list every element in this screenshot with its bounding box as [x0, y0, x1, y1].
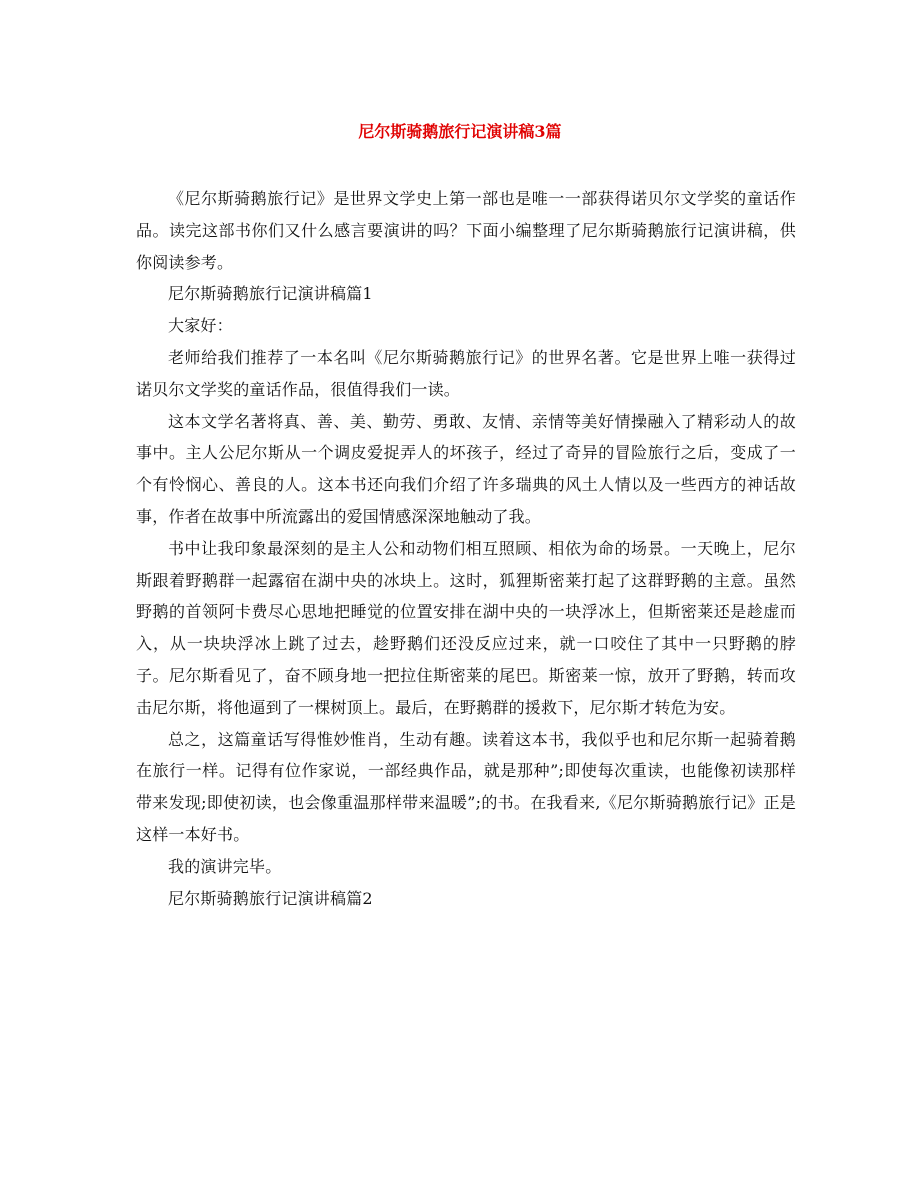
body-paragraph: 总之，这篇童话写得惟妙惟肖，生动有趣。读着这本书，我似乎也和尼尔斯一起骑着鹅在旅行一样。记得有位作家说，一部经典作品，就是那种”;即使每次重读，也能像初读那样带来发现;即使初读，也会像重温那样带来温暖”;的书。在我看来,《尼尔斯骑鹅旅行记》正是这样一本好书。 — [136, 729, 796, 844]
body-paragraph: 书中让我印象最深刻的是主人公和动物们相互照顾、相依为命的场景。一天晚上，尼尔斯跟着野鹅群一起露宿在湖中央的冰块上。这时，狐狸斯密莱打起了这群野鹅的主意。虽然野鹅的首领阿卡费尽心思地把睡觉的位置安排在湖中央的一块浮冰上，但斯密莱还是趁虚而入，从一块块浮冰上跳了过去，趁野鹅们还没反应过来，就一口咬住了其中一只野鹅的脖子。尼尔斯看见了，奋不顾身地一把拉住斯密莱的尾巴。斯密莱一惊，放开了野鹅，转而攻击尼尔斯，将他逼到了一棵树顶上。最后，在野鹅群的援救下，尼尔斯才转危为安。 — [136, 538, 796, 717]
closing-paragraph: 我的演讲完毕。 — [168, 856, 282, 876]
body-paragraph: 这本文学名著将真、善、美、勤劳、勇敢、友情、亲情等美好情操融入了精彩动人的故事中。主人公尼尔斯从一个调皮爱捉弄人的坏孩子，经过了奇异的冒险旅行之后，变成了一个有怜悯心、善良的人。这本书还向我们介绍了许多瑞典的风土人情以及一些西方的神话故事，作者在故事中所流露出的爱国情感深深地触动了我。 — [136, 411, 796, 526]
intro-paragraph: 《尼尔斯骑鹅旅行记》是世界文学史上第一部也是唯一一部获得诺贝尔文学奖的童话作品。读完这部书你们又什么感言要演讲的吗？下面小编整理了尼尔斯骑鹅旅行记演讲稿，供你阅读参考。 — [136, 189, 796, 272]
document-title: 尼尔斯骑鹅旅行记演讲稿3篇 — [358, 122, 562, 141]
greeting-paragraph: 大家好： — [168, 316, 233, 336]
document-body — [136, 183, 796, 914]
section-heading-2: 尼尔斯骑鹅旅行记演讲稿篇2 — [168, 888, 373, 908]
body-paragraph: 老师给我们推荐了一本名叫《尼尔斯骑鹅旅行记》的世界名著。它是世界上唯一获得过诺贝尔文学奖的童话作品，很值得我们一读。 — [136, 347, 796, 399]
section-heading-1: 尼尔斯骑鹅旅行记演讲稿篇1 — [168, 284, 373, 304]
